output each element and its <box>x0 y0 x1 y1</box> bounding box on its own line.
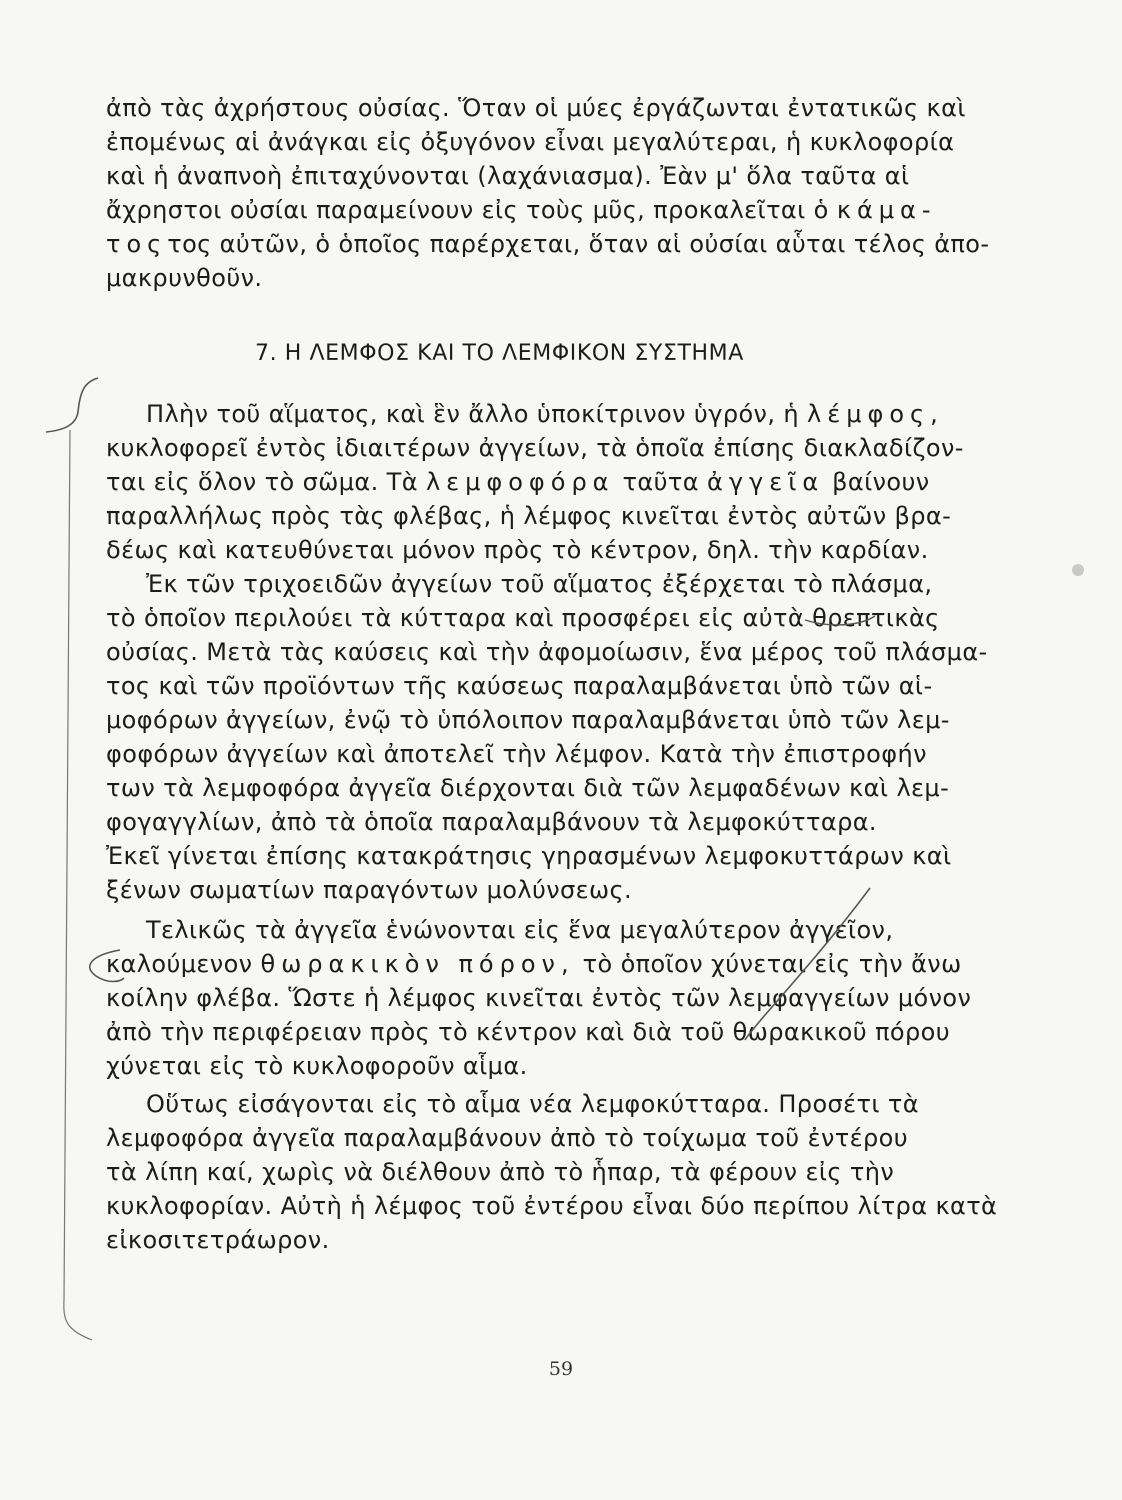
text-line: οὐσίας. Μετὰ τὰς καύσεις καὶ τὴν ἀφομοίωσιν, ἕνα μέρος τοῦ πλάσμα- <box>106 638 988 666</box>
text-line: χύνεται εἰς τὸ κυκλοφοροῦν αἷμα. <box>106 1052 528 1080</box>
text-line: Τελικῶς τὰ ἀγγεῖα ἑνώνονται εἰς ἕνα μεγαλύτερον ἀγγεῖον, <box>146 916 894 944</box>
margin-line-mark <box>64 430 92 1340</box>
text-line: ἀπὸ τὴν περιφέρειαν πρὸς τὸ κέντρον καὶ διὰ τοῦ θωρακικοῦ πόρου <box>106 1018 951 1046</box>
text-line: δέως καὶ κατευθύνεται μόνον πρὸς τὸ κέντρον, δηλ. τὴν καρδίαν. <box>106 536 929 564</box>
text-line: ξένων σωματίων παραγόντων μολύνσεως. <box>106 876 633 904</box>
text-line: κυκλοφορίαν. Αὐτὴ ἡ λέμφος τοῦ ἐντέρου εἶναι δύο περίπου λίτρα κατὰ <box>106 1192 998 1220</box>
text-span: τος αὐτῶν, ὁ ὁποῖος παρέρχεται, ὅταν αἱ οὐσίαι αὗται τέλος ἀπο- <box>167 230 990 258</box>
text-line <box>106 465 936 499</box>
text-line: ἀπὸ τὰς ἀχρήστους οὐσίας. Ὅταν οἱ μύες ἐργάζωνται ἐντατικῶς καὶ <box>106 94 966 122</box>
text-line: μοφόρων ἀγγείων, ἐνῷ τὸ ὑπόλοιπον παραλαμβάνεται ὑπὸ τῶν λεμ- <box>106 706 950 734</box>
text-line <box>106 193 936 227</box>
text-line: εἰκοσιτετράωρον. <box>106 1226 330 1254</box>
text-span: καλούμενον <box>106 950 253 978</box>
text-span: βαίνουν <box>832 468 930 496</box>
text-line: ἐπομένως αἱ ἀνάγκαι εἰς ὀξυγόνον εἶναι μεγαλύτεραι, ἡ κυκλοφορία <box>106 128 955 156</box>
text-line: Ἐκ τῶν τριχοειδῶν ἀγγείων τοῦ αἵματος ἐξέρχεται τὸ πλάσμα, <box>146 570 933 598</box>
spaced-term: κάμα- <box>836 196 937 224</box>
text-line: φοφόρων ἀγγείων καὶ ἀποτελεῖ τὴν λέμφον. Κατὰ τὴν ἐπιστροφήν <box>106 740 927 768</box>
text-line: Οὕτως εἰσάγονται εἰς τὸ αἷμα νέα λεμφοκύτταρα. Προσέτι τὰ <box>146 1090 919 1118</box>
text-line: κοίλην φλέβα. Ὥστε ἡ λέμφος κινεῖται ἐντὸς τῶν λεμφαγγείων μόνον <box>106 984 972 1012</box>
text-line <box>106 227 990 261</box>
page-number: 59 <box>548 1358 574 1380</box>
spaced-term: τος <box>106 230 168 258</box>
text-line: λεμφοφόρα ἀγγεῖα παραλαμβάνουν ἀπὸ τὸ τοίχωμα τοῦ ἐντέρου <box>106 1124 909 1152</box>
text-line: κυκλοφορεῖ ἐντὸς ἰδιαιτέρων ἀγγείων, τὰ ὁποῖα ἐπίσης διακλαδίζον- <box>106 434 964 462</box>
text-line: τὰ λίπη καί, χωρὶς νὰ διέλθουν ἀπὸ τὸ ἧπαρ, τὰ φέρουν εἰς τὴν <box>106 1158 895 1186</box>
margin-bracket-mark <box>46 378 98 432</box>
text-line: των τὰ λεμφοφόρα ἀγγεῖα διέρχονται διὰ τῶν λεμφαδένων καὶ λεμ- <box>106 774 950 802</box>
text-line: μακρυνθοῦν. <box>106 264 263 292</box>
text-line: παραλλήλως πρὸς τὰς φλέβας, ἡ λέμφος κινεῖται ἐντὸς αὐτῶν βρα- <box>106 502 952 530</box>
text-span: ται εἰς ὅλον τὸ σῶμα. Τὰ <box>106 468 418 496</box>
text-span: ἄχρηστοι οὐσίαι παραμείνουν εἰς τοὺς μῦς, προκαλεῖται ὁ <box>106 196 829 224</box>
text-line: τὸ ὁποῖον περιλούει τὰ κύτταρα καὶ προσφέρει εἰς αὐτὰ θρεπτικὰς <box>106 604 940 632</box>
spaced-term: λέμφος, <box>807 400 944 428</box>
spaced-term: ἀγγεῖα <box>707 468 825 496</box>
text-span: ταῦτα <box>622 468 699 496</box>
text-line <box>146 397 944 431</box>
text-line: καὶ ἡ ἀναπνοὴ ἐπιταχύνονται (λαχάνιασμα). Ἐὰν μ' ὅλα ταῦτα αἱ <box>106 162 910 190</box>
paper-spot <box>1072 564 1084 576</box>
spaced-term: λεμφοφόρα <box>425 468 615 496</box>
text-line: φογαγγλίων, ἀπὸ τὰ ὁποῖα παραλαμβάνουν τὰ λεμφοκύτταρα. <box>106 808 877 836</box>
text-span: τὸ ὁποῖον χύνεται εἰς τὴν ἄνω <box>582 950 962 978</box>
text-span: Πλὴν τοῦ αἵματος, καὶ ἓν ἄλλο ὑποκίτρινον ὑγρόν, ἡ <box>146 400 800 428</box>
section-heading: 7. Η ΛΕΜΦΟΣ ΚΑΙ ΤΟ ΛΕΜΦΙΚΟΝ ΣΥΣΤΗΜΑ <box>255 341 744 366</box>
text-line: Ἐκεῖ γίνεται ἐπίσης κατακράτησις γηρασμένων λεμφοκυττάρων καὶ <box>106 842 952 870</box>
text-line: τος καὶ τῶν προϊόντων τῆς καύσεως παραλαμβάνεται ὑπὸ τῶν αἱ- <box>106 672 933 700</box>
spaced-term: θωρακικὸν πόρον, <box>260 950 575 978</box>
text-line <box>106 947 962 981</box>
